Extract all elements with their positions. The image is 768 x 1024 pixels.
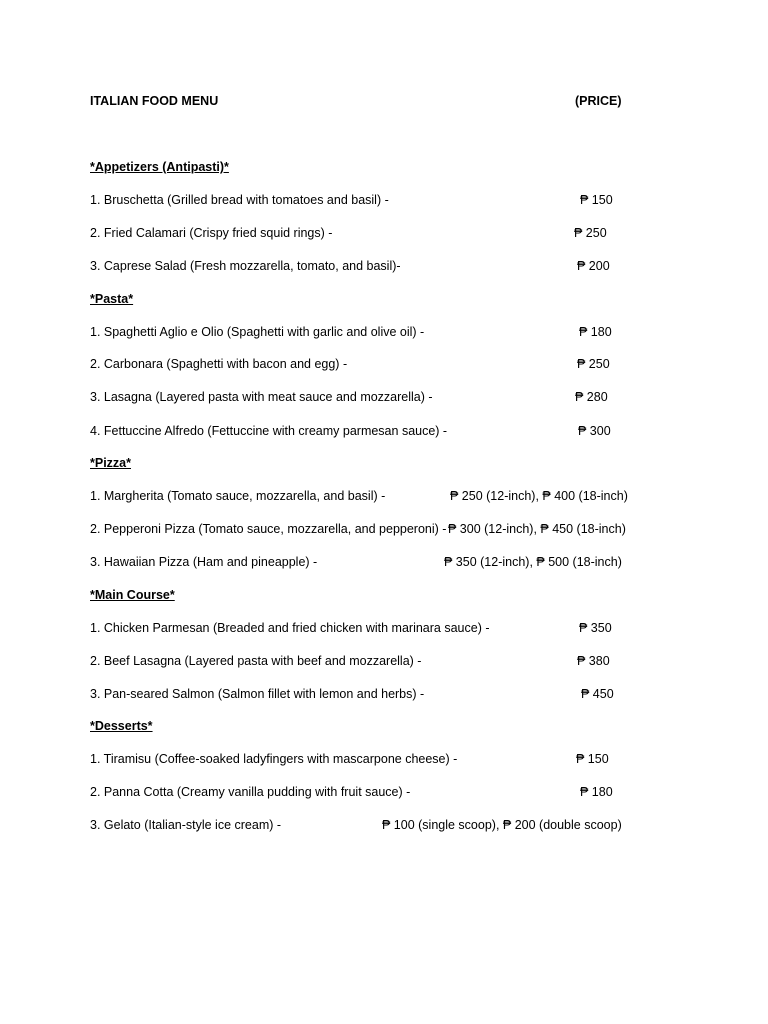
menu-item-price: ₱ 180 bbox=[579, 325, 612, 339]
section-title-pizza: *Pizza* bbox=[90, 456, 131, 470]
section-title-pasta: *Pasta* bbox=[90, 292, 134, 306]
menu-item-description: 2. Pepperoni Pizza (Tomato sauce, mozzarella, and pepperoni) - bbox=[90, 522, 447, 536]
menu-item-description: 3. Lasagna (Layered pasta with meat sauce and mozzarella) - bbox=[90, 390, 433, 404]
menu-item-description: 2. Beef Lasagna (Layered pasta with beef and mozzarella) - bbox=[90, 654, 422, 668]
menu-item-price: ₱ 450 bbox=[581, 687, 614, 701]
menu-item-description: 2. Fried Calamari (Crispy fried squid rings) - bbox=[90, 226, 333, 240]
menu-item-description: 1. Spaghetti Aglio e Olio (Spaghetti with garlic and olive oil) - bbox=[90, 325, 425, 339]
menu-item-price: ₱ 300 bbox=[578, 424, 611, 438]
menu-item-price: ₱ 150 bbox=[576, 752, 609, 766]
menu-item-price: ₱ 100 (single scoop), ₱ 200 (double scoop) bbox=[382, 818, 622, 832]
menu-item-price: ₱ 380 bbox=[577, 654, 610, 668]
menu-item-price: ₱ 350 bbox=[579, 621, 612, 635]
menu-item-price: ₱ 300 (12-inch), ₱ 450 (18-inch) bbox=[448, 522, 626, 536]
menu-item-price: ₱ 250 bbox=[577, 357, 610, 371]
section-title-appetizers: *Appetizers (Antipasti)* bbox=[90, 160, 229, 174]
menu-item-description: 4. Fettuccine Alfredo (Fettuccine with creamy parmesan sauce) - bbox=[90, 424, 448, 438]
menu-item-price: ₱ 280 bbox=[575, 390, 608, 404]
menu-item-description: 3. Caprese Salad (Fresh mozzarella, tomato, and basil)- bbox=[90, 259, 401, 273]
menu-item-price: ₱ 150 bbox=[580, 193, 613, 207]
menu-item-price: ₱ 250 (12-inch), ₱ 400 (18-inch) bbox=[450, 489, 628, 503]
price-column-header: (PRICE) bbox=[575, 94, 622, 108]
menu-item-description: 3. Hawaiian Pizza (Ham and pineapple) - bbox=[90, 555, 318, 569]
menu-item-price: ₱ 250 bbox=[574, 226, 607, 240]
menu-item-description: 2. Carbonara (Spaghetti with bacon and egg) - bbox=[90, 357, 348, 371]
section-title-main-course: *Main Course* bbox=[90, 588, 175, 602]
menu-title: ITALIAN FOOD MENU bbox=[90, 94, 219, 108]
menu-item-description: 1. Margherita (Tomato sauce, mozzarella, and basil) - bbox=[90, 489, 386, 503]
menu-item-description: 2. Panna Cotta (Creamy vanilla pudding with fruit sauce) - bbox=[90, 785, 411, 799]
menu-item-description: 3. Pan-seared Salmon (Salmon fillet with lemon and herbs) - bbox=[90, 687, 425, 701]
menu-item-description: 1. Tiramisu (Coffee-soaked ladyfingers with mascarpone cheese) - bbox=[90, 752, 458, 766]
menu-item-description: 1. Chicken Parmesan (Breaded and fried chicken with marinara sauce) - bbox=[90, 621, 490, 635]
menu-item-price: ₱ 350 (12-inch), ₱ 500 (18-inch) bbox=[444, 555, 622, 569]
menu-item-price: ₱ 200 bbox=[577, 259, 610, 273]
section-title-desserts: *Desserts* bbox=[90, 719, 153, 733]
menu-item-description: 3. Gelato (Italian-style ice cream) - bbox=[90, 818, 282, 832]
menu-item-description: 1. Bruschetta (Grilled bread with tomatoes and basil) - bbox=[90, 193, 389, 207]
menu-item-price: ₱ 180 bbox=[580, 785, 613, 799]
